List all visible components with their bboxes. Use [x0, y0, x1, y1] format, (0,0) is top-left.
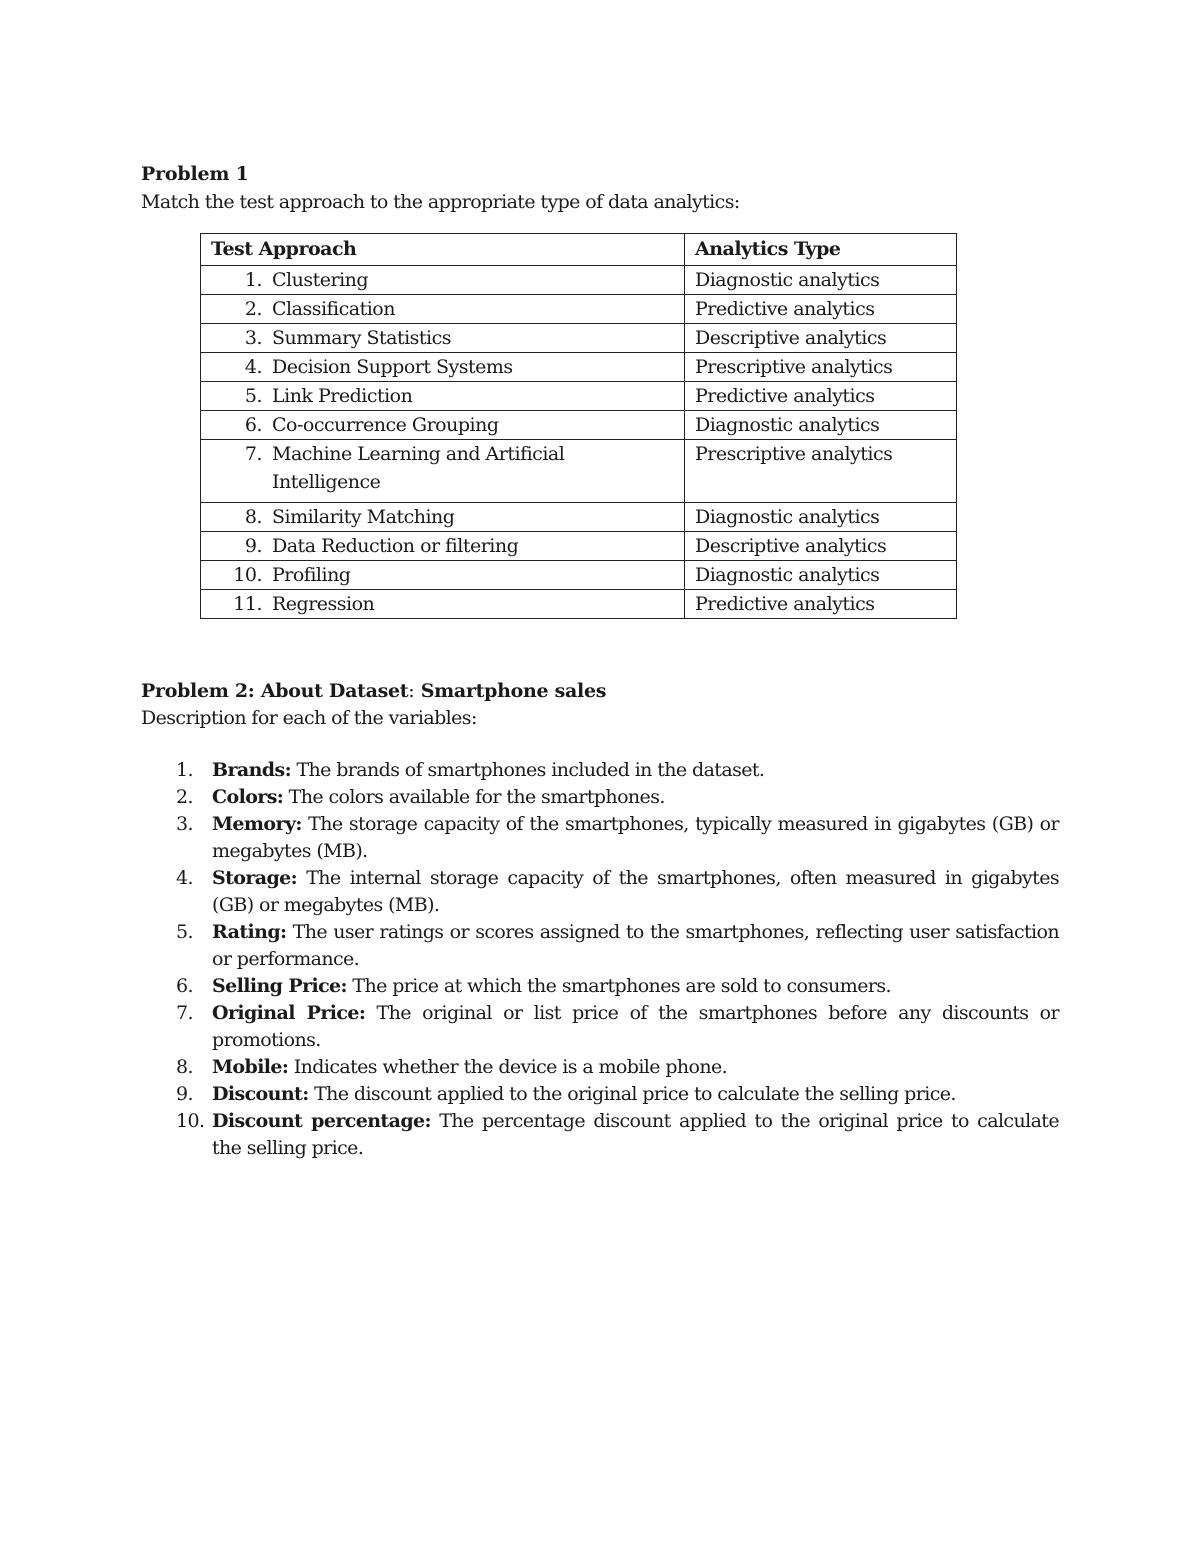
- approach-text: Clustering: [272, 269, 369, 291]
- variable-name: Rating:: [212, 921, 287, 943]
- approach-cell: [201, 532, 685, 561]
- row-number: 8.: [244, 506, 262, 528]
- variable-description: The percentage discount applied to the original price to calculate the selling price.: [212, 1110, 1059, 1159]
- table-row: [201, 324, 957, 353]
- list-item: [141, 757, 1059, 784]
- header-analytics-type: Analytics Type: [685, 234, 957, 266]
- approach-text: Regression: [272, 593, 375, 615]
- row-number: 4.: [244, 356, 262, 378]
- table-header-row: [201, 234, 957, 266]
- approach-analytics-table: [200, 233, 957, 619]
- header-test-approach: Test Approach: [201, 234, 685, 266]
- list-item: [141, 919, 1059, 973]
- analytics-type-cell: Predictive analytics: [685, 590, 957, 619]
- table-row: [201, 382, 957, 411]
- list-item-body: [212, 1000, 1059, 1054]
- analytics-type-cell: Diagnostic analytics: [685, 561, 957, 590]
- list-item: [141, 1081, 1059, 1108]
- approach-text: Profiling: [272, 564, 351, 586]
- approach-cell: [201, 411, 685, 440]
- list-number: 9.: [176, 1083, 193, 1105]
- table-row: [201, 411, 957, 440]
- row-number: 1.: [244, 269, 262, 291]
- analytics-type-cell: Descriptive analytics: [685, 324, 957, 353]
- approach-cell: [201, 295, 685, 324]
- variable-list: [141, 757, 1059, 1162]
- approach-cell: [201, 382, 685, 411]
- problem1-instruction: Match the test approach to the appropriate type of data analytics:: [141, 191, 740, 213]
- variable-name: Memory:: [212, 813, 302, 835]
- variable-name: Selling Price:: [212, 975, 347, 997]
- list-number: 1.: [176, 759, 193, 781]
- analytics-type-cell: Diagnostic analytics: [685, 266, 957, 295]
- table-row: [201, 561, 957, 590]
- list-number: 3.: [176, 813, 193, 835]
- variable-description: The colors available for the smartphones.: [283, 786, 665, 808]
- variable-name: Discount percentage:: [212, 1110, 431, 1132]
- list-item-body: [212, 1081, 1059, 1108]
- analytics-type-cell: Prescriptive analytics: [685, 353, 957, 382]
- list-number: 2.: [176, 786, 193, 808]
- problem2-heading-colon: :: [408, 680, 415, 702]
- approach-text: Decision Support Systems: [272, 356, 513, 378]
- approach-text: Summary Statistics: [272, 327, 452, 349]
- row-number: 11.: [233, 593, 262, 615]
- list-item-body: [212, 757, 1059, 784]
- variable-name: Storage:: [212, 867, 298, 889]
- approach-cell: [201, 561, 685, 590]
- approach-text: Classification: [272, 298, 395, 320]
- variable-name: Colors:: [212, 786, 284, 808]
- list-item-body: [212, 1054, 1059, 1081]
- analytics-type-cell: Prescriptive analytics: [685, 440, 957, 503]
- row-number: 6.: [244, 414, 262, 436]
- list-number: 6.: [176, 975, 193, 997]
- list-item: [141, 1054, 1059, 1081]
- list-number: 10.: [176, 1110, 205, 1132]
- table-row: [201, 440, 957, 503]
- table-row: [201, 295, 957, 324]
- approach-cell: [201, 353, 685, 382]
- list-item-body: [212, 973, 1059, 1000]
- list-item: [141, 1108, 1059, 1162]
- variable-name: Original Price:: [212, 1002, 366, 1024]
- approach-cell: [201, 590, 685, 619]
- problem2-description: Description for each of the variables:: [141, 707, 477, 729]
- variable-description: The original or list price of the smartphones before any discounts or promotions.: [212, 1002, 1059, 1051]
- approach-cell: [201, 503, 685, 532]
- variable-description: The storage capacity of the smartphones, typically measured in gigabytes (GB) or megabytes (MB).: [212, 813, 1059, 862]
- analytics-type-cell: Diagnostic analytics: [685, 411, 957, 440]
- list-item: [141, 811, 1059, 865]
- list-number: 8.: [176, 1056, 193, 1078]
- table-row: [201, 353, 957, 382]
- list-item: [141, 973, 1059, 1000]
- variable-description: Indicates whether the device is a mobile phone.: [288, 1056, 728, 1078]
- table-row: [201, 532, 957, 561]
- analytics-type-cell: Diagnostic analytics: [685, 503, 957, 532]
- list-item: [141, 1000, 1059, 1054]
- list-item: [141, 784, 1059, 811]
- row-number: 3.: [244, 327, 262, 349]
- problem2-heading-prefix: Problem 2: About Dataset: [141, 680, 409, 702]
- list-item-body: [212, 784, 1059, 811]
- table-row: [201, 503, 957, 532]
- row-number: 10.: [233, 564, 262, 586]
- list-item-body: [212, 811, 1059, 865]
- list-number: 5.: [176, 921, 193, 943]
- list-number: 4.: [176, 867, 193, 889]
- list-item: [141, 865, 1059, 919]
- variable-name: Discount:: [212, 1083, 309, 1105]
- approach-cell: [201, 440, 685, 503]
- variable-description: The user ratings or scores assigned to the smartphones, reflecting user satisfaction or performance.: [212, 921, 1059, 970]
- variable-description: The brands of smartphones included in the dataset.: [291, 759, 765, 781]
- list-item-body: [212, 1108, 1059, 1162]
- row-number: 5.: [244, 385, 262, 407]
- problem1-heading: Problem 1: [141, 163, 249, 185]
- row-number: 7.: [244, 443, 262, 465]
- list-number: 7.: [176, 1002, 193, 1024]
- approach-text: Machine Learning and Artificial Intelligence: [272, 443, 565, 493]
- approach-text: Link Prediction: [272, 385, 413, 407]
- variable-name: Mobile:: [212, 1056, 289, 1078]
- problem2-heading: [141, 680, 606, 702]
- table-row: [201, 266, 957, 295]
- variable-name: Brands:: [212, 759, 291, 781]
- row-number: 2.: [244, 298, 262, 320]
- approach-text: Data Reduction or filtering: [272, 535, 519, 557]
- problem2-heading-suffix: Smartphone sales: [414, 680, 607, 702]
- list-item-body: [212, 919, 1059, 973]
- approach-text: Co-occurrence Grouping: [272, 414, 499, 436]
- approach-cell: [201, 266, 685, 295]
- variable-description: The discount applied to the original price to calculate the selling price.: [308, 1083, 956, 1105]
- list-item-body: [212, 865, 1059, 919]
- variable-description: The internal storage capacity of the smartphones, often measured in gigabytes (GB) or megabytes (MB).: [212, 867, 1059, 916]
- row-number: 9.: [244, 535, 262, 557]
- approach-text: Similarity Matching: [272, 506, 455, 528]
- analytics-type-cell: Predictive analytics: [685, 382, 957, 411]
- variable-description: The price at which the smartphones are sold to consumers.: [346, 975, 891, 997]
- analytics-type-cell: Predictive analytics: [685, 295, 957, 324]
- approach-cell: [201, 324, 685, 353]
- analytics-type-cell: Descriptive analytics: [685, 532, 957, 561]
- table-row: [201, 590, 957, 619]
